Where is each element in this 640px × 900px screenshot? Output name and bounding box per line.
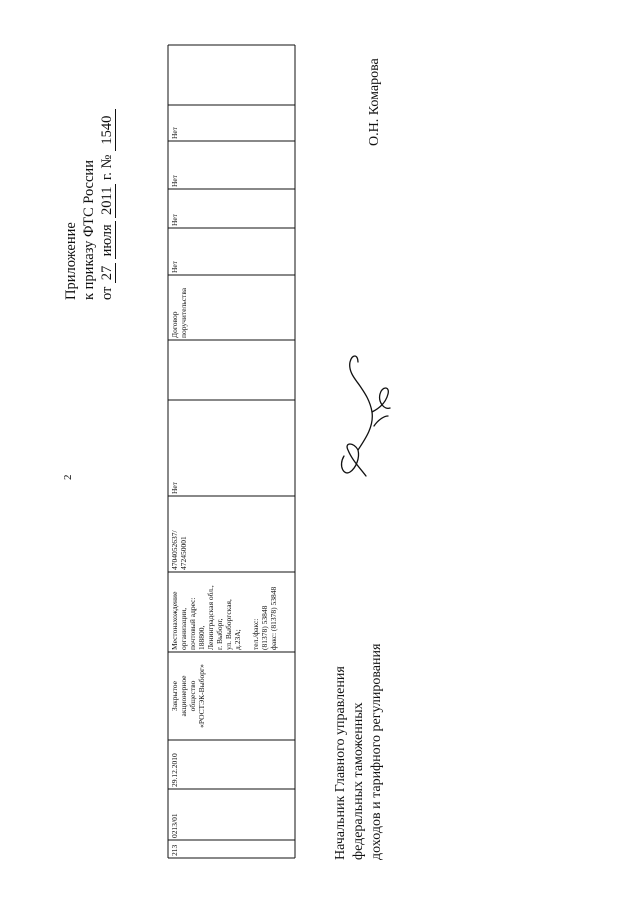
cell-col9: Нет: [170, 260, 179, 273]
cell-contract: Договор поручительства: [170, 287, 188, 338]
cell-address: Местонахождение организации, почтовый адрес: 188800, Ленинградская обл., г. Выборг, ул. Выборгская, д.23А; тел./факс: (81378) 53848 факс: (81378) 53848: [170, 585, 278, 650]
header-day: 27: [100, 263, 116, 283]
header-order-ref: к приказу ФТС России: [81, 160, 97, 300]
page-number: 2: [62, 474, 74, 480]
handwritten-signature: [330, 350, 400, 490]
cell-col11: Нет: [170, 174, 179, 187]
header-date-number: от 27 июля 2011 г. № 1540: [98, 109, 116, 300]
header-year: 2011: [100, 184, 116, 218]
header-month: июля: [100, 221, 116, 259]
signatory-title: Начальник Главного управления федеральных таможенных доходов и тарифного регулирования: [333, 643, 384, 860]
cell-organization: Закрытое акционерное общество «РОСТЭК-Выборг»: [170, 664, 206, 728]
cell-col7: Нет: [170, 481, 179, 494]
cell-date: 29.12.2010: [170, 753, 179, 787]
cell-col10: Нет: [170, 213, 179, 226]
header-appendix-label: Приложение: [63, 222, 79, 300]
cell-row-number: 213: [170, 844, 179, 856]
cell-col8-empty: [170, 342, 190, 398]
signatory-name: О.Н. Комарова: [367, 58, 382, 146]
cell-code: 0213/01: [170, 813, 179, 838]
header-number: 1540: [100, 109, 116, 151]
cell-col12: Нет: [170, 126, 179, 139]
cell-inn-kpp: 4704052637/ 472450001: [170, 530, 188, 570]
